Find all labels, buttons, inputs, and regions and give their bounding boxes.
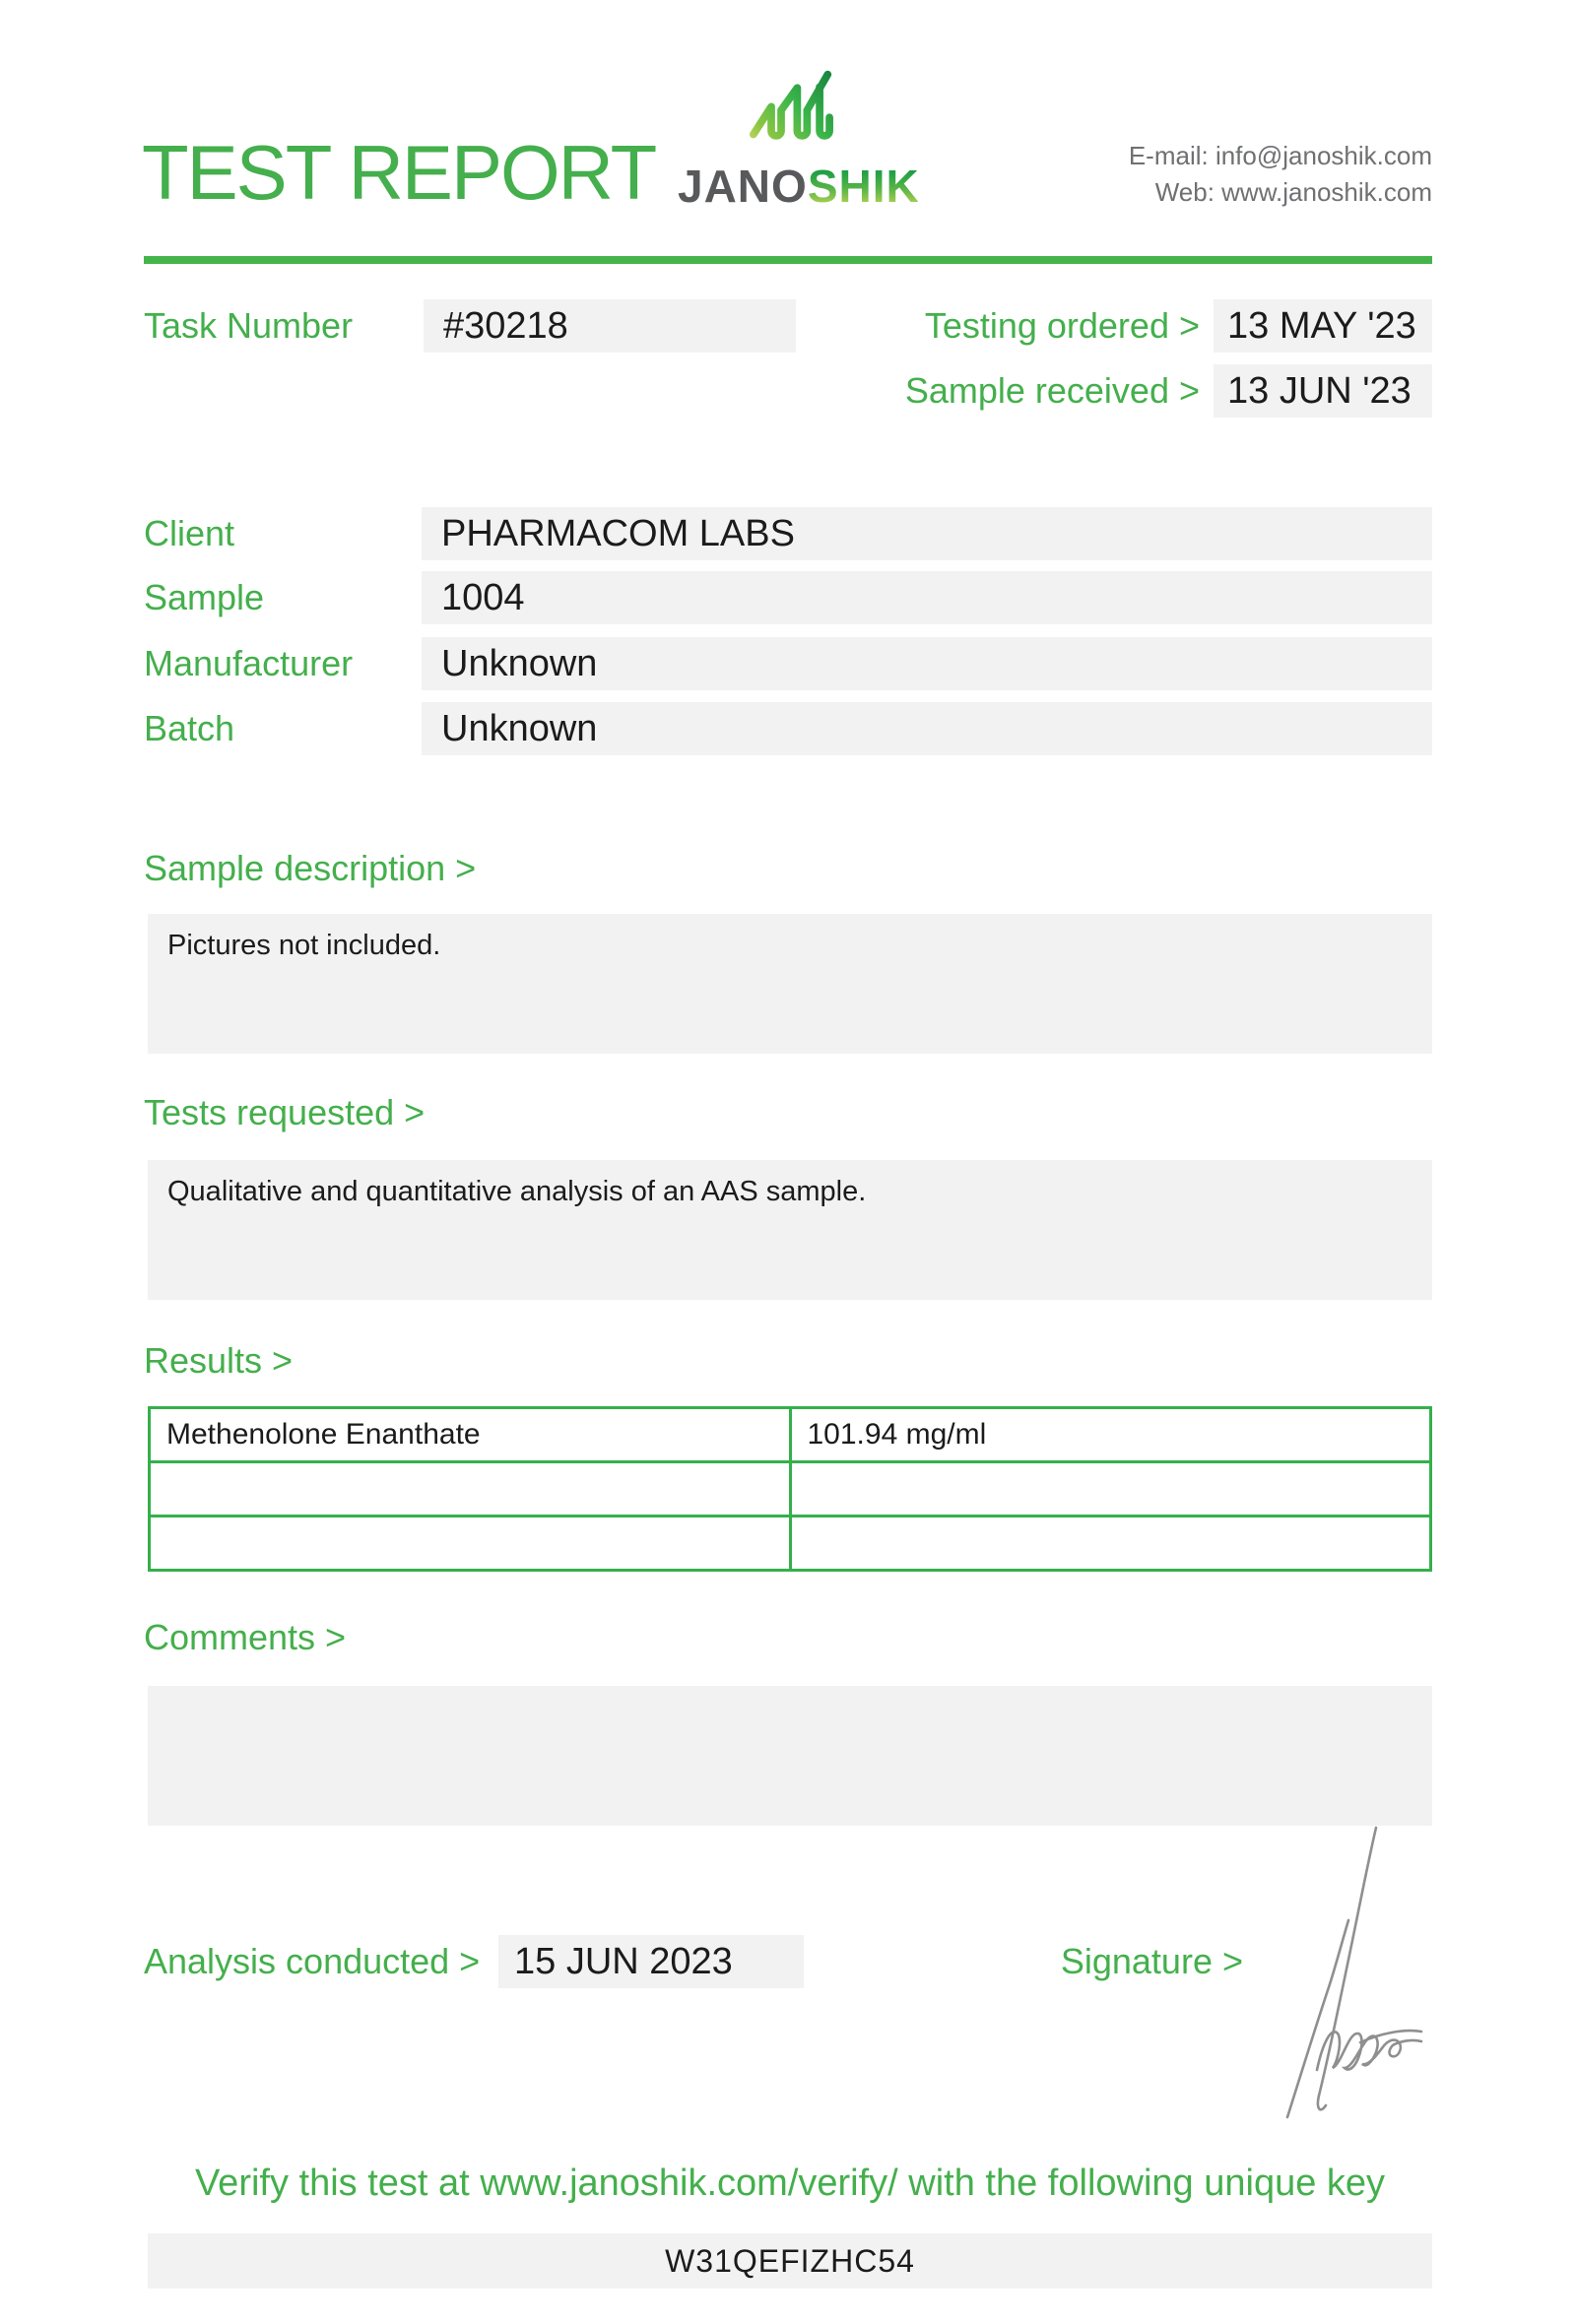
task-number-value: #30218: [424, 299, 796, 353]
batch-label: Batch: [144, 708, 235, 748]
logo-wordmark-shik: SHIK: [807, 161, 920, 212]
result-empty-cell: [150, 1517, 791, 1571]
signature-label: Signature >: [1060, 1941, 1243, 1981]
tests-requested-heading: Tests requested >: [144, 1092, 426, 1132]
results-heading: Results >: [144, 1340, 294, 1381]
result-row: [150, 1408, 1431, 1462]
verify-key: W31QEFIZHC54: [665, 2243, 915, 2279]
testing-ordered-value: 13 MAY '23: [1214, 299, 1432, 353]
header-divider: [144, 256, 1432, 264]
growth-chart-icon: [742, 63, 840, 158]
contact-info: [1129, 138, 1432, 211]
result-substance-cell: Methenolone Enanthate: [150, 1408, 791, 1462]
manufacturer-value: Unknown: [422, 637, 1432, 690]
task-number-label: Task Number: [144, 305, 354, 346]
client-value: PHARMACOM LABS: [422, 507, 1432, 560]
client-label: Client: [144, 513, 235, 553]
sample-description-box: [148, 914, 1432, 1054]
analysis-conducted-value: 15 JUN 2023: [498, 1935, 804, 1988]
logo-wordmark-jano: JANO: [678, 161, 808, 212]
verify-instruction: Verify this test at www.janoshik.com/verify/ with the following unique key: [194, 2163, 1386, 2204]
results-table: [148, 1406, 1432, 1572]
verify-key-box: [148, 2233, 1432, 2289]
tests-requested-box: [148, 1160, 1432, 1300]
testing-ordered-label: Testing ordered >: [924, 305, 1200, 346]
sample-description-text: Pictures not included.: [167, 930, 441, 961]
sample-description-heading: Sample description >: [144, 848, 477, 888]
sample-label: Sample: [144, 577, 265, 617]
contact-web: Web: www.janoshik.com: [1154, 177, 1432, 207]
result-empty-cell: [150, 1462, 791, 1517]
result-row: [150, 1517, 1431, 1571]
sample-value: 1004: [422, 571, 1432, 624]
comments-box: [148, 1686, 1432, 1826]
result-empty-cell: [790, 1517, 1431, 1571]
janoshik-logo: [678, 63, 920, 212]
batch-value: Unknown: [422, 702, 1432, 755]
analysis-conducted-label: Analysis conducted >: [144, 1941, 481, 1981]
logo-wordmark: [678, 161, 920, 212]
result-row: [150, 1462, 1431, 1517]
contact-email: E-mail: info@janoshik.com: [1128, 141, 1432, 170]
page-title: TEST REPORT: [142, 129, 656, 216]
signature-scribble: [1266, 1822, 1433, 2127]
comments-heading: Comments >: [144, 1617, 347, 1657]
result-value-cell: 101.94 mg/ml: [790, 1408, 1431, 1462]
tests-requested-text: Qualitative and quantitative analysis of an AAS sample.: [167, 1176, 867, 1207]
result-empty-cell: [790, 1462, 1431, 1517]
sample-received-label: Sample received >: [904, 370, 1200, 411]
sample-received-value: 13 JUN '23: [1214, 364, 1432, 418]
manufacturer-label: Manufacturer: [144, 643, 354, 683]
